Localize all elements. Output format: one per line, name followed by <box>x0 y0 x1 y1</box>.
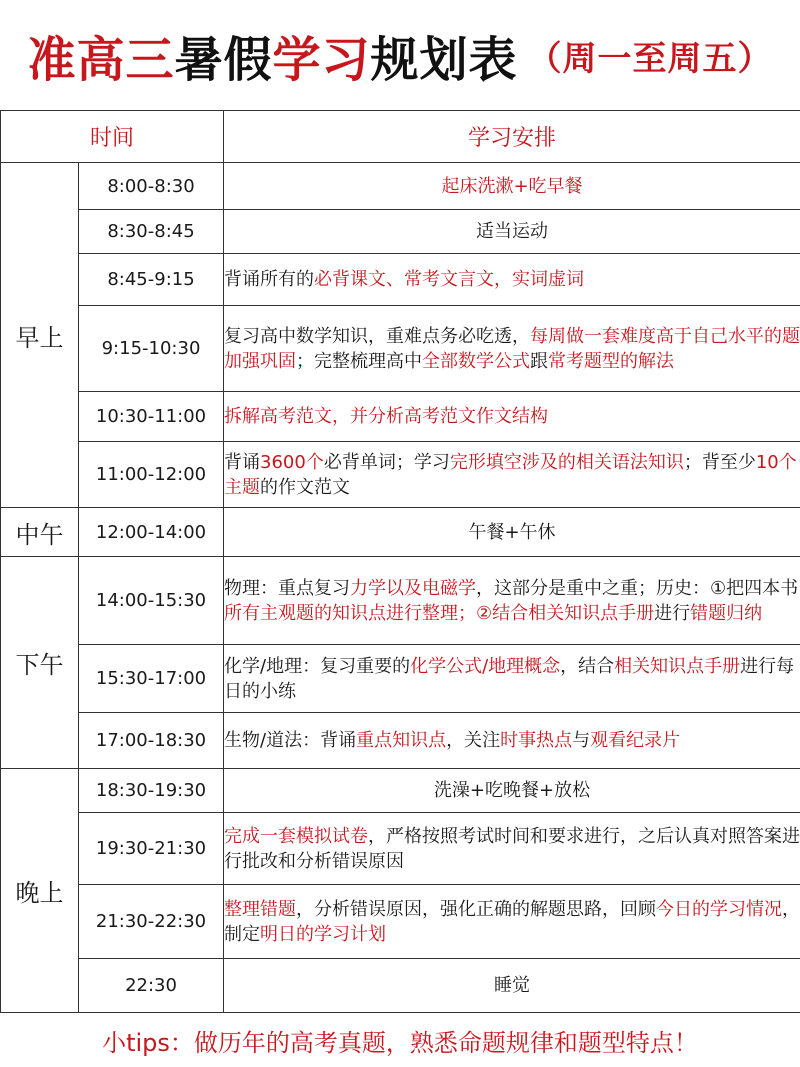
table-row <box>1 163 800 210</box>
activity-text: 生物/道法：背诵 <box>224 730 357 751</box>
time-slot: 8:45-9:15 <box>79 254 224 306</box>
activity-cell <box>224 306 800 392</box>
time-slot: 15:30-17:00 <box>79 645 224 713</box>
highlighted-text: 必背课文、常考文言文，实词虚词 <box>314 269 585 290</box>
activity-text: 的作文范文 <box>260 476 351 498</box>
activity-cell <box>224 645 800 713</box>
activity-cell <box>224 442 800 508</box>
highlighted-text: 力学以及电磁学 <box>350 577 477 599</box>
table-row <box>1 769 800 813</box>
time-slot: 11:00-12:00 <box>79 442 224 508</box>
activity-text: ，这部分是重中之重；历史：①把四本书 <box>476 577 799 599</box>
activity-text: 跟 <box>530 350 549 372</box>
highlighted-text: 每周做一套难度高于自己水平的题加强巩固 <box>224 325 800 372</box>
table-row <box>1 645 800 713</box>
highlighted-text: 相关知识点手册 <box>614 655 741 677</box>
activity-cell <box>224 392 800 442</box>
time-slot: 9:15-10:30 <box>79 306 224 392</box>
table-row <box>1 254 800 306</box>
title-part-2: 暑假 <box>174 31 273 88</box>
activity-text: 背诵所有的 <box>224 269 315 290</box>
highlighted-text: 起床洗漱+吃早餐 <box>441 175 583 197</box>
highlighted-text: 常考题型的解法 <box>548 350 675 372</box>
table-row <box>1 557 800 645</box>
activity-text: ，关注 <box>446 730 501 751</box>
table-header-row <box>1 111 800 163</box>
table-row <box>1 508 800 557</box>
table-row <box>1 959 800 1013</box>
highlighted-text: 时事热点 <box>500 730 573 751</box>
time-slot: 21:30-22:30 <box>79 885 224 959</box>
highlighted-text: 今日的学习情况 <box>656 898 783 920</box>
table-row <box>1 885 800 959</box>
highlighted-text: 3600个 <box>260 451 324 473</box>
activity-text: 与 <box>572 730 591 751</box>
activity-cell <box>224 769 800 813</box>
activity-text: ，结合 <box>560 655 615 677</box>
activity-cell <box>224 508 800 557</box>
table-row <box>1 306 800 392</box>
time-slot: 8:30-8:45 <box>79 210 224 254</box>
highlighted-text: 化学公式/地理概念 <box>410 655 561 677</box>
activity-cell <box>224 557 800 645</box>
title-part-3: 学习 <box>272 31 371 88</box>
activity-text: ，制定 <box>224 898 800 945</box>
activity-text: ，严格按照考试时间和要求进行，之后认真对照答案进行批改和分析错误原因 <box>224 825 800 872</box>
highlighted-text: 全部数学公式 <box>422 350 531 372</box>
period-label: 中午 <box>1 508 79 557</box>
activity-text: 化学/地理：复习重要的 <box>224 655 411 677</box>
highlighted-text: 重点知识点 <box>356 730 447 751</box>
period-label: 下午 <box>1 557 79 769</box>
time-slot: 17:00-18:30 <box>79 713 224 769</box>
table-row <box>1 210 800 254</box>
activity-cell <box>224 254 800 306</box>
highlighted-text: 整理错题 <box>224 898 297 920</box>
time-slot: 14:00-15:30 <box>79 557 224 645</box>
highlighted-text: 拆解高考范文，并分析高考范文作文结构 <box>224 406 549 427</box>
schedule-table <box>0 110 800 1013</box>
activity-text: 必背单词；学习 <box>323 451 450 473</box>
time-slot: 19:30-21:30 <box>79 813 224 885</box>
title-subtitle: （周一至周五） <box>527 38 773 79</box>
activity-text: 午餐+午休 <box>468 521 556 543</box>
activity-text: 睡觉 <box>494 975 531 996</box>
activity-text: ；完整梳理高中 <box>296 350 423 372</box>
time-slot: 10:30-11:00 <box>79 392 224 442</box>
activity-cell <box>224 885 800 959</box>
activity-text: 洗澡+吃晚餐+放松 <box>433 780 591 801</box>
period-label: 晚上 <box>1 769 79 1013</box>
time-slot: 18:30-19:30 <box>79 769 224 813</box>
table-row <box>1 392 800 442</box>
title-part-1: 准高三 <box>27 31 175 88</box>
time-slot: 22:30 <box>79 959 224 1013</box>
table-row <box>1 442 800 508</box>
highlighted-text: 观看纪录片 <box>590 730 681 751</box>
activity-cell <box>224 713 800 769</box>
table-row <box>1 713 800 769</box>
activity-text: 复习高中数学知识，重难点务必吃透， <box>224 325 531 347</box>
highlighted-text: 所有主观题的知识点进行整理；②结合相关知识点手册 <box>224 602 655 624</box>
activity-cell <box>224 813 800 885</box>
time-slot: 12:00-14:00 <box>79 508 224 557</box>
highlighted-text: 完成一套模拟试卷 <box>224 825 369 847</box>
table-row <box>1 813 800 885</box>
page-title <box>0 0 800 110</box>
activity-text: ，分析错误原因，强化正确的解题思路，回顾 <box>296 898 657 920</box>
time-slot: 8:00-8:30 <box>79 163 224 210</box>
activity-cell <box>224 210 800 254</box>
activity-text: ；背至少 <box>683 451 756 473</box>
highlighted-text: 明日的学习计划 <box>260 923 387 945</box>
header-time: 时间 <box>1 111 224 163</box>
title-part-4: 规划表 <box>370 31 518 88</box>
tips-text: 小tips：做历年的高考真题，熟悉命题规律和题型特点！ <box>102 1028 698 1057</box>
header-plan: 学习安排 <box>224 111 800 163</box>
activity-text: 适当运动 <box>476 221 549 242</box>
schedule-body <box>1 163 800 1013</box>
activity-text: 背诵 <box>224 451 261 473</box>
activity-cell <box>224 959 800 1013</box>
highlighted-text: 10个主题 <box>224 451 797 498</box>
highlighted-text: 完形填空涉及的相关语法知识 <box>449 451 684 473</box>
activity-text: 进行每日的小练 <box>224 655 795 702</box>
activity-text: 进行 <box>654 602 691 624</box>
activity-cell <box>224 163 800 210</box>
period-label: 早上 <box>1 163 79 508</box>
highlighted-text: 错题归纳 <box>690 602 763 624</box>
activity-text: 物理：重点复习 <box>224 577 351 599</box>
